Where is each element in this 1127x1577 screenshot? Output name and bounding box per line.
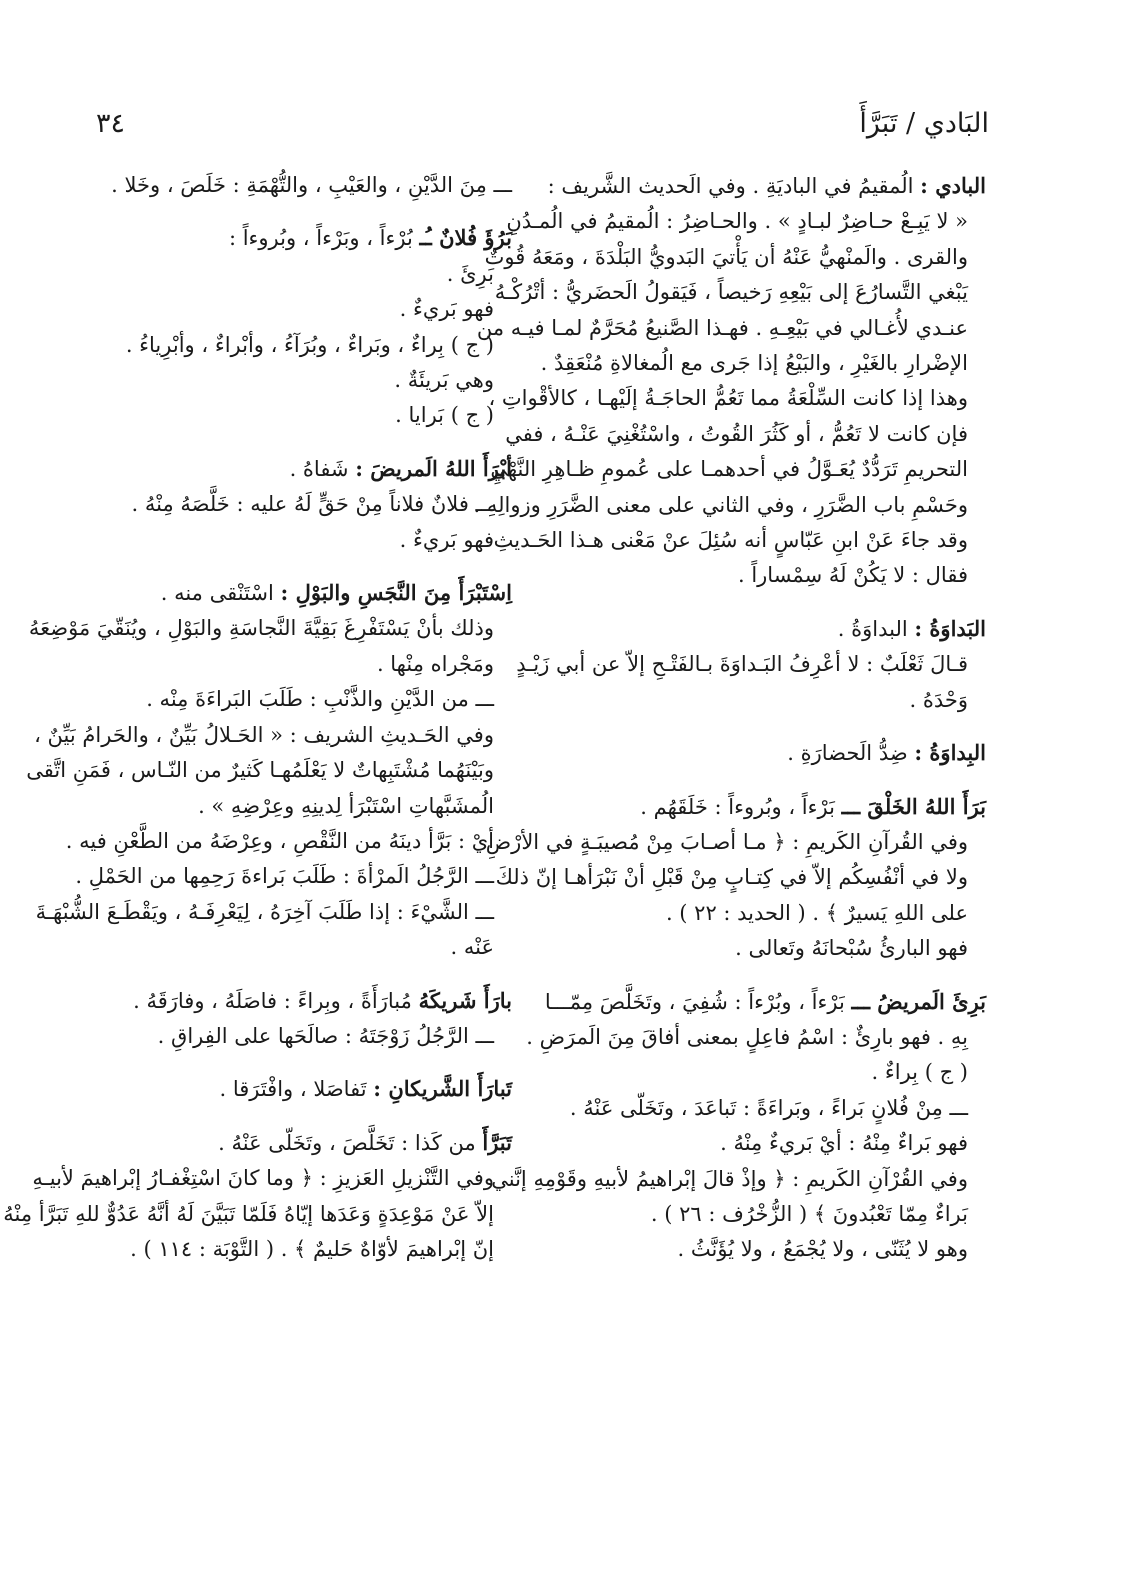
entry-line <box>70 523 512 558</box>
line-text: مُبارَأَةً ، وبِراءً : فاصَلَهُ ، وفارَقَهُ . <box>133 988 412 1013</box>
line-text: التحريمِ تَرَدُّدٌ يُعَـوَّلُ في أحدهمـا على عُمومِ ظـاهِرِ النَّهْيِ <box>490 457 968 482</box>
line-text: يَبْغي التَّسارُعَ إلى بَيْعِهِ رَخيصاً ، فَيَقولُ الَحضَريُّ : أتْرُكْـهُ <box>494 280 968 305</box>
headword: بارَأَ شَريكَهُ <box>418 987 512 1013</box>
line-text: الُمشَبَّهاتِ اسْتَبْرَأ لِدينِهِ وعِرْضِهِ » . <box>198 793 494 818</box>
entry-line <box>493 523 986 558</box>
line-text: إنّ إبْراهيمَ لأوّاهٌ حَليمٌ ﴾ . ( التَّوْبَة : ١١٤ ) . <box>130 1236 494 1261</box>
headword: تَبَرَّأَ <box>482 1129 512 1155</box>
line-text: الُمقيمُ في الباديَةِ . وفي الَحديث الشَّريف : <box>547 174 914 198</box>
dictionary-entry <box>70 451 512 558</box>
entry-line <box>568 735 986 771</box>
line-text: وفي القُرْآنِ الكَريمِ : ﴿ وإذْ قالَ إبْراهيمُ لأبيهِ وقَوْمِهِ إنَّني <box>491 1166 968 1191</box>
entry-line <box>568 683 986 718</box>
line-text: عنـدي لأُغـالي في بَيْعِـهِ . فهـذا الصَّنيعُ مُحَرَّمٌ لمـا فيـه من <box>476 315 968 340</box>
line-text: أيْ : بَرَّأ دينَهُ من النَّقْصِ ، وعِرْضَهُ من الطَّعْنِ فيه . <box>65 828 494 853</box>
line-text: ومَجْراه مِنْها . <box>376 651 494 676</box>
line-text: الإضْرارِ بالغَيْرِ ، والبَيْعُ إذا جَرى مع الُمغالاةِ مُنْعَقِدٌ . <box>540 351 968 376</box>
line-text: من كَذا : تَخَلَّصَ ، وتَخَلّى عَنْهُ . <box>218 1130 476 1155</box>
entry-line <box>70 220 512 256</box>
line-text: وقد جاءَ عَنْ ابنِ عَبّاسٍ أنه سُئِلَ عنْ مَعْنى هـذا الحَـديثِ <box>493 528 968 553</box>
entry-line <box>568 1055 986 1090</box>
line-text: « لا يَبِـعْ حـاضِرٌ لبـادٍ » . والحـاضِرُ : الُمقيمُ في الُمـدُنِ <box>506 209 968 234</box>
entry-line <box>70 363 512 398</box>
line-text: ولا في أنْفُسِكُم إلاّ في كِتـابٍ مِنْ قَبْلِ أنْ نَبْرَأهـا إنّ ذلكَ <box>495 865 968 890</box>
entry-line <box>488 381 986 416</box>
dictionary-entry <box>70 220 512 433</box>
line-text: وفي الحَـديثِ الشريف : « الحَـلالُ بَيِّنٌ ، والحَرامُ بَيِّنٌ ، <box>34 722 494 747</box>
entry-line <box>505 417 986 452</box>
line-text: ( ج ) بِراءٌ . <box>871 1060 968 1085</box>
line-text: على اللهِ يَسيرٌ ﴾ . ( الحديد : ٢٢ ) . <box>665 900 968 925</box>
entry-line <box>491 1162 986 1197</box>
entry-line <box>70 487 512 522</box>
entry-line <box>34 718 512 753</box>
dictionary-entry <box>568 735 986 771</box>
dictionary-entry <box>26 575 512 965</box>
dictionary-entry <box>3 1125 512 1268</box>
entry-line <box>476 311 986 346</box>
entry-line <box>485 825 986 860</box>
line-text: ـــ الرَّجُلُ زَوْجَتَهُ : صالَحَها على الفِراقِ . <box>157 1023 494 1048</box>
line-text: بَرِئَ . <box>446 261 494 286</box>
headword: أبْرَأَ اللهُ الَمريضَ : <box>355 455 512 481</box>
entry-line <box>568 1126 986 1161</box>
line-text: تَفاصَلا ، وافْتَرَقا . <box>219 1077 367 1102</box>
entry-line <box>544 984 986 1020</box>
line-text: إلاّ عَنْ مَوْعِدَةٍ وَعَدَها إيّاهُ فَلَمّا تَبَيَّنَ لَهُ أنَّهُ عَدُوٌّ للهِ تَبَرَّأ مِنْهُ <box>3 1201 494 1226</box>
line-text: فهو بَريءٌ . <box>399 297 494 322</box>
dictionary-entry <box>70 168 512 203</box>
entry-line <box>70 1019 512 1054</box>
entry-line <box>484 240 986 275</box>
entry-line <box>70 682 512 717</box>
line-text: وهي بَريئَةٌ . <box>394 368 494 393</box>
entry-line <box>70 451 512 487</box>
line-text: والقرى . والَمنْهيُّ عَنْهُ أن يَأْتيَ البَدويُّ البَلْدَةَ ، ومَعَهُ قُوتٌ <box>484 244 968 269</box>
line-text: وحَسْمِ باب الضَّرَرِ ، وفي الثاني على معنى الضَّرَرِ وزوالِهِ . <box>473 492 968 517</box>
entry-line <box>70 257 512 292</box>
dictionary-entry <box>485 789 986 967</box>
entry-line <box>70 859 512 894</box>
headword: تَبارَأَ الشَّريكانِ : <box>373 1076 512 1102</box>
headword: اِسْتَبْرَأَ مِنَ النَّجَسِ والبَوْلِ : <box>280 580 512 606</box>
entry-line <box>70 398 512 433</box>
line-text: وهو لا يُثَنّى ، ولا يُجْمَعُ ، ولا يُؤَنَّثُ . <box>677 1237 968 1262</box>
line-text: وفي التَّنْزيلِ العَزيزِ : ﴿ وما كانَ اسْتِغْفـارُ إبْراهيمَ لأبيـهِ <box>32 1166 494 1191</box>
headword: البِداوَةُ : <box>914 740 986 766</box>
entry-line <box>568 896 986 931</box>
entry-line <box>540 346 986 381</box>
entry-line <box>568 1197 986 1232</box>
line-text: ـــ الرَّجُلُ الَمرْأةَ : طَلَبَ بَراءةَ رَحِمِها من الحَمْلِ . <box>75 864 494 889</box>
line-text: قـالَ ثَعْلَبٌ : لا أعْرِفُ البَـداوَةَ بـالفَتْـحِ إلاّ عن أبي زَيْـدٍ <box>516 652 968 677</box>
entry-line <box>70 1232 512 1267</box>
entry-line <box>3 1197 512 1232</box>
headword: البادي : <box>920 173 986 198</box>
entry-line <box>70 168 512 203</box>
line-text: فقال : لا يَكُنْ لَهُ سِمْساراً . <box>737 563 968 588</box>
line-text: وبَيْنَهُما مُشْتَبِهاتٌ لا يَعْلَمُهـا كَثيرٌ من النّـاس ، فَمَنِ اتَّقى <box>26 758 494 783</box>
entry-line <box>65 824 512 859</box>
entry-line <box>526 1020 986 1055</box>
entry-line <box>495 860 986 895</box>
entry-line <box>70 789 512 824</box>
dictionary-entry <box>473 168 986 594</box>
entry-line <box>70 983 512 1019</box>
line-text: البداوَةُ . <box>837 616 908 641</box>
page-number: ٣٤ <box>96 108 126 139</box>
entry-line <box>70 647 512 682</box>
entry-line <box>568 558 986 593</box>
line-text: ـــ فلانٌ فلاناً مِنْ حَقٍّ لَهُ عليه : خَلَّصَهُ مِنْهُ . <box>131 492 494 517</box>
dictionary-entry <box>70 1071 512 1107</box>
line-text: وَحْدَهُ . <box>909 687 968 712</box>
entry-line <box>32 1161 512 1196</box>
headword: البَداوَةُ : <box>914 615 986 641</box>
entry-line <box>473 488 986 523</box>
line-text: عَنْه . <box>450 935 494 960</box>
entry-line <box>490 452 986 487</box>
dictionary-entry <box>516 611 986 718</box>
line-text: ( ج ) بِراءٌ ، وبَراءٌ ، وبُرَآءُ ، وأبْراءٌ ، وأبْرِياءُ . <box>125 332 494 357</box>
entry-line <box>70 575 512 611</box>
entry-line <box>28 611 512 646</box>
line-text: بُرْءاً ، وبَرْءاً ، وبُروءاً : <box>228 226 413 251</box>
line-text: وذلك بأنْ يَسْتَفْرِغَ بَقِيَّةَ النَّجاسَةِ والبَوْلِ ، ويُنَقّيَ مَوْضِعَهُ <box>28 616 494 641</box>
line-text: ( ج ) بَرايا . <box>395 403 494 428</box>
entry-line <box>70 328 512 363</box>
entry-line <box>494 275 986 310</box>
line-text: ـــ مِنْ فُلانٍ بَراءً ، وبَراءَةً : تَباعَدَ ، وتَخَلّى عَنْهُ . <box>569 1095 968 1120</box>
line-text: اسْتَنْقى منه . <box>160 581 274 606</box>
left-column <box>3 168 512 1284</box>
line-text: بَراءٌ مِمّا تَعْبُدونَ ﴾ ( الزُّخْرُف : ٢٦ ) . <box>650 1201 968 1226</box>
headword: بَرُؤَ فُلانٌ ـُـ <box>419 225 512 251</box>
entry-line <box>70 930 512 965</box>
entry-line <box>568 611 986 647</box>
line-text: شَفاهُ . <box>289 456 349 481</box>
entry-line <box>70 1125 512 1161</box>
entry-line <box>26 753 512 788</box>
entry-line <box>568 1232 986 1267</box>
entry-line <box>568 1091 986 1126</box>
line-text: وهذا إذا كانت السِّلْعَةُ مما تَعُمُّ الحاجَـةُ إلَيْهـا ، كالأقْواتِ ، <box>488 386 968 411</box>
headword: بَرِئَ الَمريضُ ـــ <box>851 988 986 1014</box>
entry-line <box>70 1071 512 1107</box>
dictionary-entry <box>70 983 512 1055</box>
line-text: وفي القُرآنِ الكَريمِ : ﴿ مـا أصـابَ مِنْ مُصيبَـةٍ في الأرْضِ <box>485 829 968 854</box>
line-text: بَرْءاً ، وبُروءاً : خَلَقَهُم . <box>640 794 835 819</box>
line-text: فهو بَراءٌ مِنْهُ : أيْ بَريءٌ مِنْهُ . <box>720 1131 968 1156</box>
entry-line <box>506 204 986 239</box>
entry-line <box>516 647 986 682</box>
headword: بَرَأَ اللهُ الخَلْقَ ـــ <box>841 793 986 819</box>
entry-line <box>35 895 512 930</box>
line-text: بَرْءاً ، وبُرْءاً : شُفِيَ ، وتَخَلَّصَ مِمّـــا <box>544 989 845 1014</box>
entry-line <box>70 292 512 327</box>
line-text: بِهِ . فهو بارِئٌ : اسْمُ فاعِلٍ بمعنى أفاقَ مِنَ الَمرَضِ . <box>526 1024 968 1049</box>
line-text: ضِدُّ الَحضارَةِ . <box>787 741 908 766</box>
entry-line <box>547 168 986 204</box>
entry-line <box>568 789 986 825</box>
line-text: ـــ مِنَ الدَّيْنِ ، والعَيْبِ ، والتُّهْمَةِ : خَلَصَ ، وخَلا . <box>111 173 512 197</box>
entry-line <box>568 931 986 966</box>
line-text: فهو بَريءٌ . <box>399 527 494 552</box>
line-text: فإن كانت لا تَعُمُّ ، أو كَثُرَ القُوتُ ، واسْتُغْنِيَ عَنْـهُ ، ففي <box>505 421 968 446</box>
running-head: البَادي / تَبَرَّأَ <box>859 108 989 139</box>
line-text: ـــ من الدَّيْنِ والذَّنْبِ : طَلَبَ البَراءَةَ مِنْه . <box>146 687 494 712</box>
line-text: فهو البارئُ سُبْحانَهُ وتَعالى . <box>735 936 968 961</box>
line-text: ـــ الشَّيْءَ : إذا طَلَبَ آخِرَهُ ، لِيَعْرِفَـهُ ، ويَقْطَـعَ الشُّبْهَـةَ <box>35 899 494 924</box>
